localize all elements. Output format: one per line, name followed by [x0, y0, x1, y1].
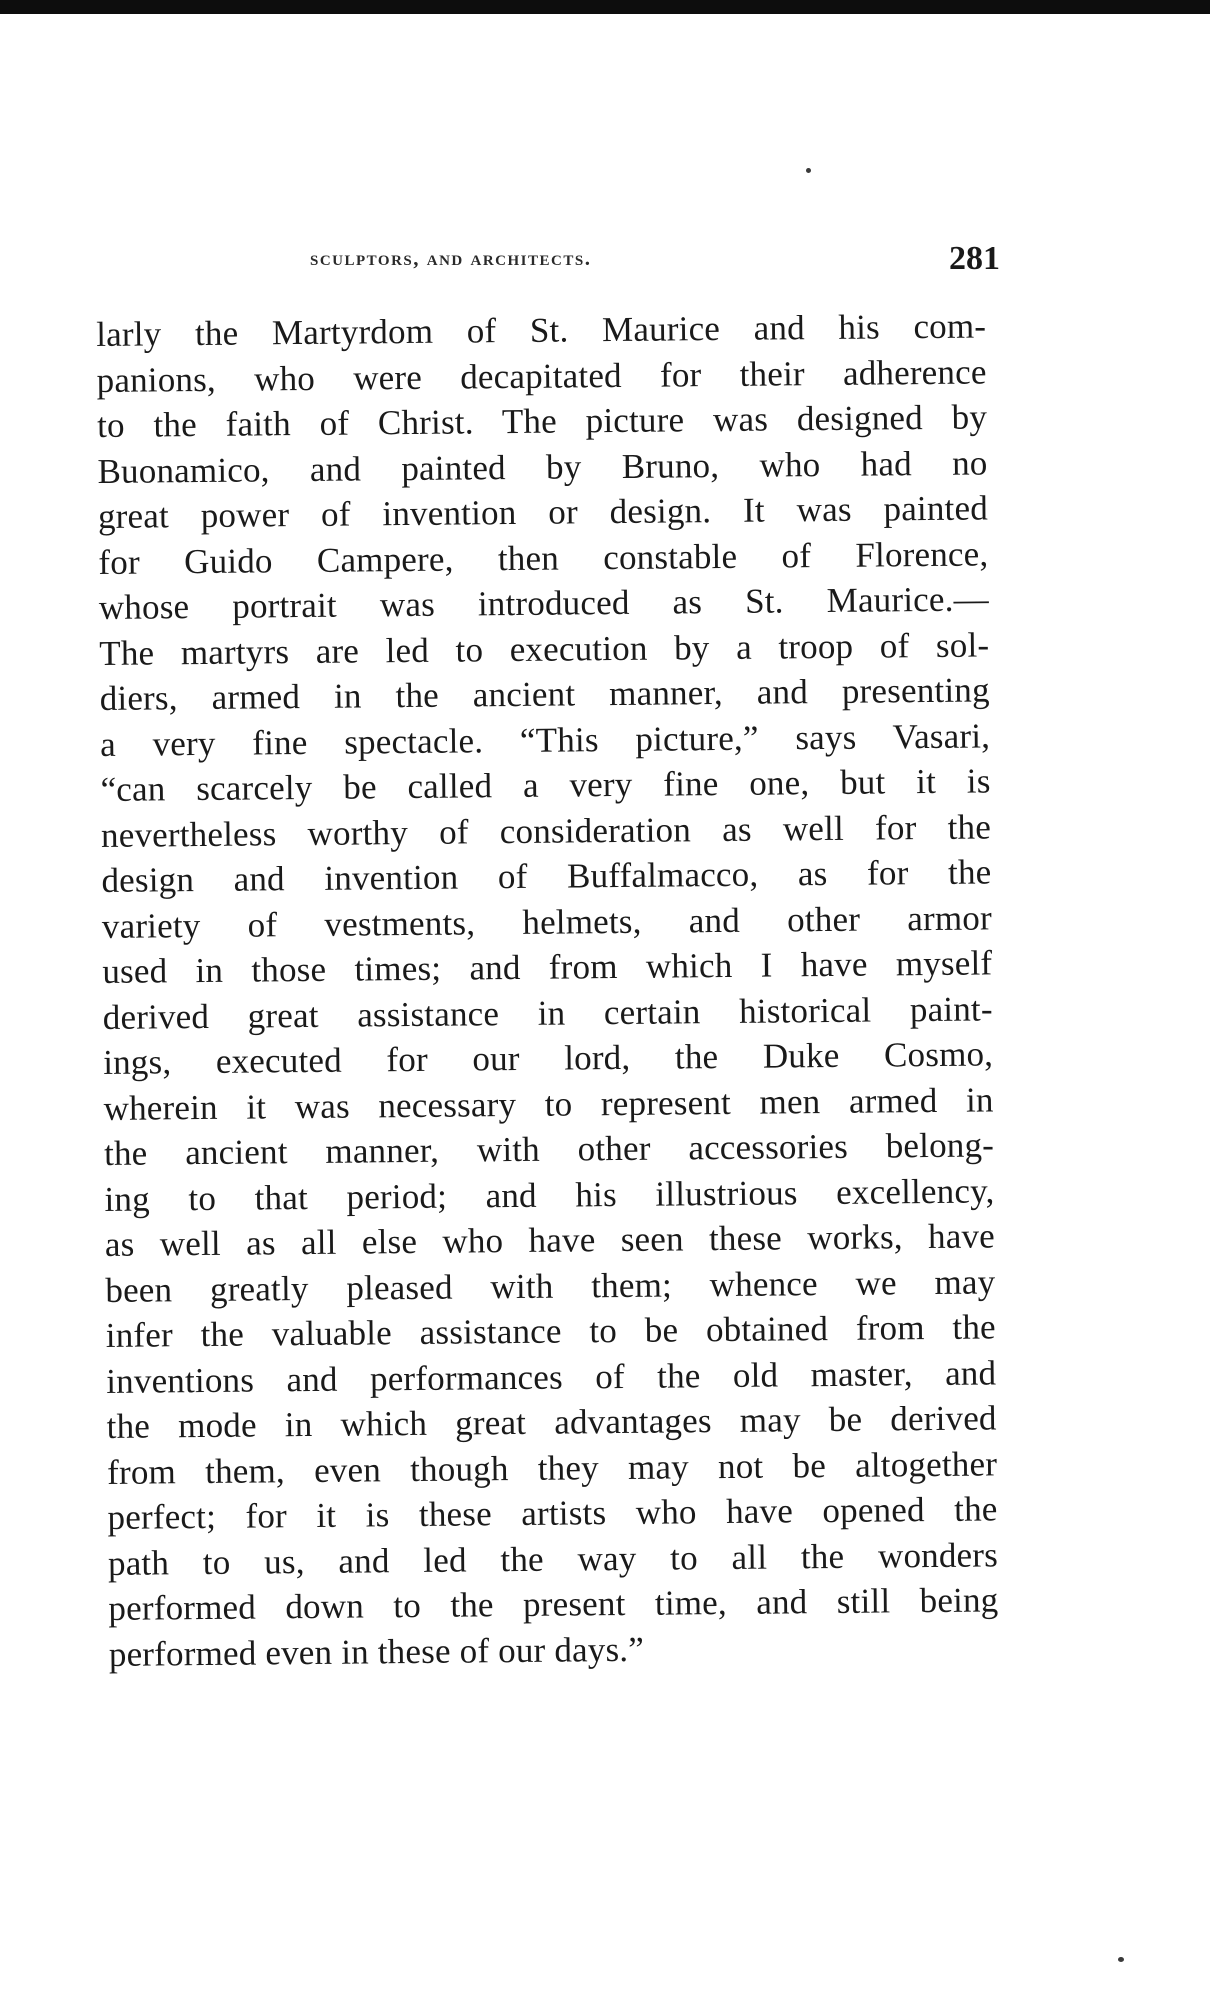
- page-number: 281: [949, 240, 1000, 277]
- text-line: larly the Martyrdom of St. Maurice and his com-: [96, 306, 987, 354]
- printing-speck: [1118, 1957, 1124, 1962]
- text-line: the ancient manner, with other accessories belong-: [103, 1125, 995, 1173]
- text-line: variety of vestments, helmets, and other armor: [101, 897, 993, 946]
- text-line: ing to that period; and his illustrious excellency,: [104, 1170, 995, 1219]
- text-line: whose portrait was introduced as St. Maurice.—: [98, 579, 989, 627]
- text-line: panions, who were decapitated for their adherence: [96, 351, 987, 400]
- text-line: derived great assistance in certain historical paint-: [102, 988, 993, 1037]
- page-top-edge: [0, 0, 1210, 14]
- text-line: a very fine spectacle. “This picture,” says Vasari,: [99, 715, 991, 764]
- text-line: wherein it was necessary to represent men armed in: [103, 1079, 994, 1128]
- text-line: the mode in which great advantages may be derived: [106, 1398, 997, 1446]
- text-line: inventions and performances of the old master, and: [106, 1352, 997, 1401]
- text-line: from them, even though they may not be altogether: [106, 1443, 998, 1492]
- text-line: The martyrs are led to execution by a troop of sol-: [99, 624, 990, 673]
- text-line: been greatly pleased with them; whence we may: [105, 1261, 996, 1310]
- text-line: ings, executed for our lord, the Duke Cosmo,: [103, 1034, 994, 1082]
- text-line: nevertheless worthy of consideration as well for the: [100, 806, 992, 855]
- text-line: great power of invention or design. It was painted: [97, 488, 989, 536]
- text-line: performed even in these of our days.”: [108, 1629, 645, 1674]
- body-text: [96, 303, 999, 1676]
- printing-speck: [806, 168, 811, 173]
- text-line: “can scarcely be called a very fine one, but it is: [100, 761, 991, 809]
- text-line: path to us, and led the way to all the wonders: [107, 1534, 999, 1583]
- text-line: performed down to the present time, and still being: [108, 1580, 999, 1628]
- text-line: Buonamico, and painted by Bruno, who had no: [97, 442, 988, 491]
- text-line: diers, armed in the ancient manner, and presenting: [99, 670, 990, 718]
- text-line: design and invention of Buffalmacco, as for the: [101, 852, 992, 900]
- text-line: perfect; for it is these artists who have opened the: [107, 1489, 998, 1537]
- text-line: infer the valuable assistance to be obtained from the: [105, 1307, 996, 1355]
- running-head: sculptors, and architects.: [310, 246, 592, 270]
- text-line: for Guido Campere, then constable of Florence,: [98, 533, 989, 582]
- page-header: [310, 240, 1000, 290]
- text-line: to the faith of Christ. The picture was designed by: [96, 397, 988, 445]
- text-line: as well as all else who have seen these works, have: [104, 1216, 996, 1264]
- text-line: used in those times; and from which I have myself: [102, 943, 993, 991]
